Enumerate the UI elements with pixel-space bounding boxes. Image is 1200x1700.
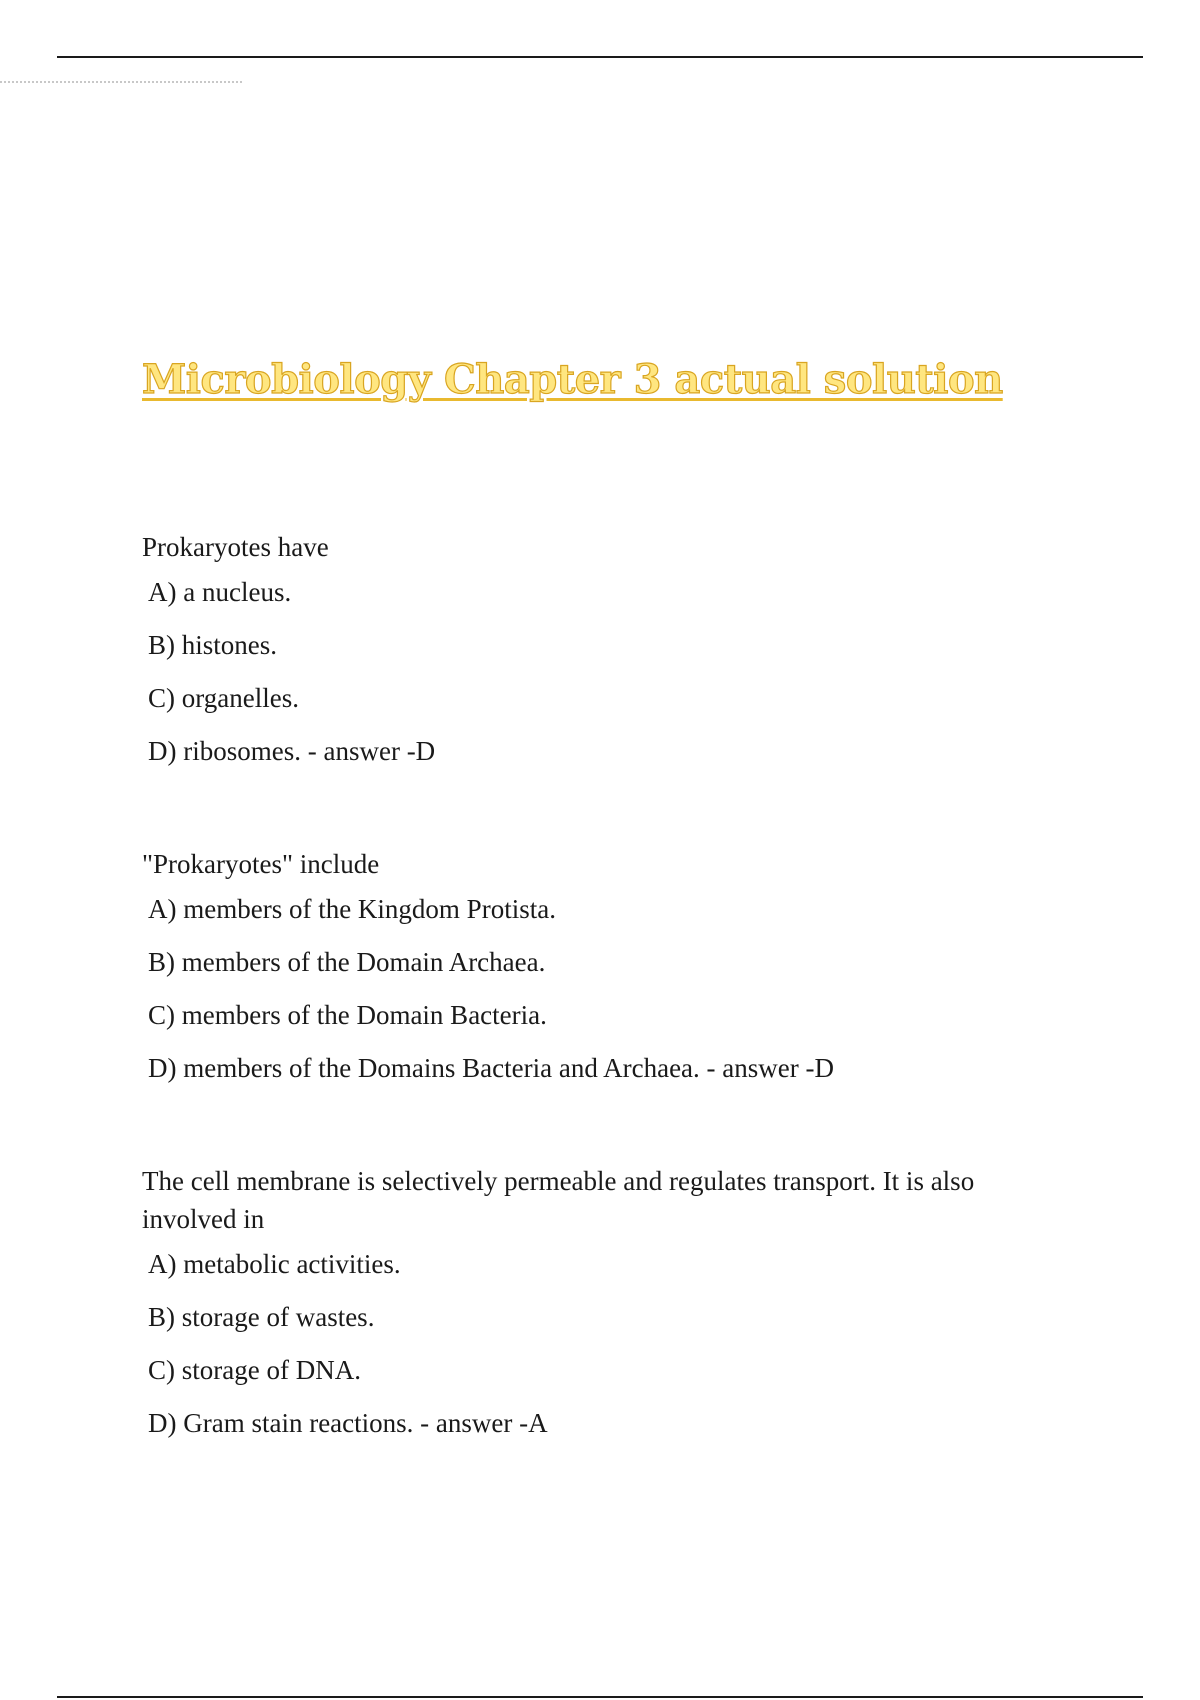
answer-option: C) members of the Domain Bacteria. <box>148 1000 547 1030</box>
answer-option: D) ribosomes. - answer -D <box>148 736 436 766</box>
answer-option: B) storage of wastes. <box>148 1302 375 1332</box>
question-1 <box>142 528 1042 778</box>
question-3 <box>142 1162 1042 1450</box>
answer-option: C) storage of DNA. <box>148 1355 361 1385</box>
document-title: Microbiology Chapter 3 actual solution <box>142 356 1003 403</box>
question-stem: Prokaryotes have <box>142 532 329 562</box>
answer-option: A) members of the Kingdom Protista. <box>148 894 556 924</box>
answer-option: A) a nucleus. <box>148 577 292 607</box>
answer-option: B) members of the Domain Archaea. <box>148 947 546 977</box>
answer-option: D) members of the Domains Bacteria and Archaea. - answer -D <box>148 1053 834 1083</box>
header-dotted-line <box>0 81 242 83</box>
answer-option: D) Gram stain reactions. - answer -A <box>148 1408 548 1438</box>
question-2 <box>142 845 1042 1095</box>
answer-option: B) histones. <box>148 630 278 660</box>
answer-option: A) metabolic activities. <box>148 1249 401 1279</box>
question-stem: The cell membrane is selectively permeable and regulates transport. It is also involved in <box>142 1166 975 1234</box>
header-rule <box>57 56 1143 58</box>
answer-option: C) organelles. <box>148 683 299 713</box>
footer-rule <box>57 1696 1143 1698</box>
question-stem: "Prokaryotes" include <box>142 849 380 879</box>
